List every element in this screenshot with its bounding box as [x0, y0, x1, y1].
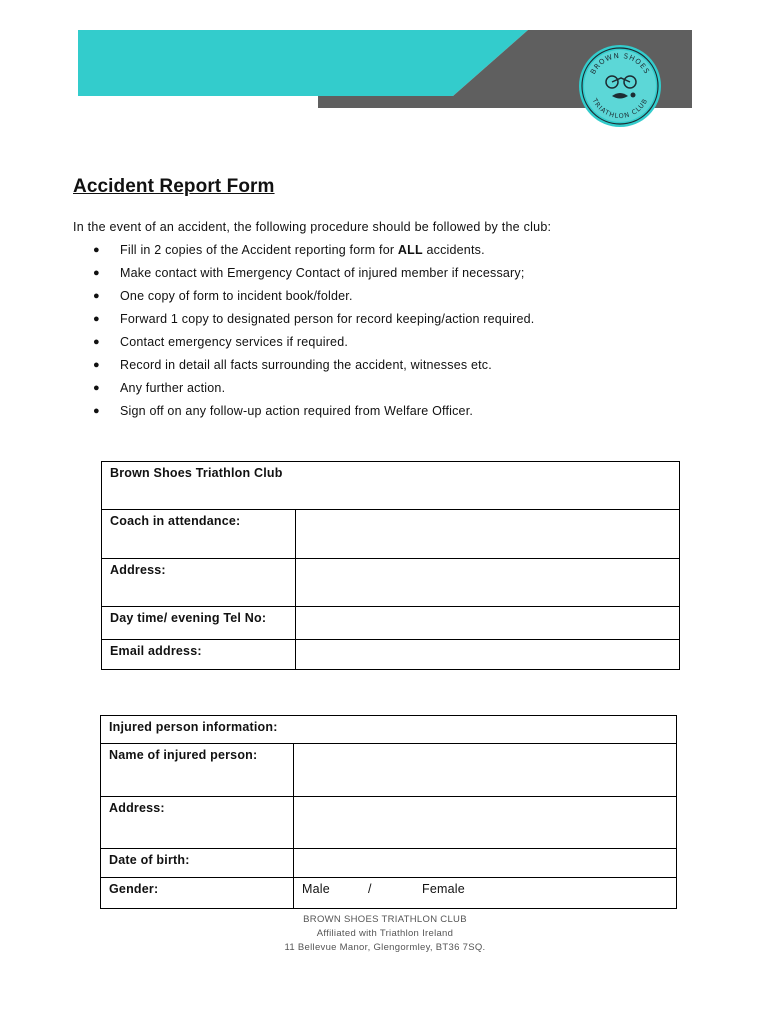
footer-affiliation: Affiliated with Triathlon Ireland: [316, 928, 454, 939]
procedure-list: [93, 241, 534, 425]
club-address-label: Address:: [102, 559, 296, 607]
list-item: ● Contact emergency services if required.: [93, 335, 349, 349]
dob-label: Date of birth:: [101, 849, 294, 878]
logo-top-text: BROWN SHOES: [588, 51, 652, 76]
bullet-icon: ●: [93, 313, 100, 325]
bullet-icon: ●: [93, 405, 100, 417]
page-title: Accident Report Form: [73, 176, 275, 197]
list-item: ● One copy of form to incident book/folder.: [93, 289, 353, 303]
tel-field[interactable]: [296, 607, 680, 640]
bullet-icon: ●: [93, 290, 100, 302]
coach-label: Coach in attendance:: [102, 510, 296, 559]
dob-field[interactable]: [294, 849, 677, 878]
intro-text: In the event of an accident, the following procedure should be followed by the club:: [73, 220, 552, 234]
bullet-icon: ●: [93, 267, 100, 279]
tel-label: Day time/ evening Tel No:: [102, 607, 296, 640]
club-table-header: Brown Shoes Triathlon Club: [102, 462, 680, 510]
injured-address-label: Address:: [101, 797, 294, 849]
list-item: ● Record in detail all facts surrounding the accident, witnesses etc.: [93, 358, 492, 372]
gender-separator: /: [368, 882, 372, 896]
bullet-icon: ●: [93, 382, 100, 394]
list-item: ● Any further action.: [93, 381, 226, 395]
club-logo: [578, 44, 662, 128]
email-field[interactable]: [296, 640, 680, 670]
bullet-icon: ●: [93, 359, 100, 371]
injured-address-field[interactable]: [294, 797, 677, 849]
bullet-icon: ●: [93, 336, 100, 348]
injured-name-label: Name of injured person:: [101, 744, 294, 797]
bullet-icon: ●: [93, 244, 100, 256]
list-item: ● Forward 1 copy to designated person for record keeping/action required.: [93, 312, 535, 326]
list-item: ● Make contact with Emergency Contact of injured member if necessary;: [93, 266, 525, 280]
coach-field[interactable]: [296, 510, 680, 559]
footer-club-name: BROWN SHOES TRIATHLON CLUB: [303, 914, 467, 925]
email-label: Email address:: [102, 640, 296, 670]
gender-field[interactable]: [294, 878, 677, 909]
logo-bottom-text: TRIATHLON CLUB: [590, 97, 650, 121]
injured-person-table: [100, 715, 677, 909]
gender-male-option[interactable]: Male: [302, 882, 330, 896]
footer-address: 11 Bellevue Manor, Glengormley, BT36 7SQ.: [284, 942, 486, 953]
club-info-table: [101, 461, 680, 670]
club-address-field[interactable]: [296, 559, 680, 607]
gender-label: Gender:: [101, 878, 294, 909]
gender-female-option[interactable]: Female: [422, 882, 465, 896]
injured-name-field[interactable]: [294, 744, 677, 797]
list-item: ● Fill in 2 copies of the Accident reporting form for ALL accidents.: [93, 243, 485, 257]
list-item: ● Sign off on any follow-up action required from Welfare Officer.: [93, 404, 474, 418]
injured-table-header: Injured person information:: [101, 716, 677, 744]
